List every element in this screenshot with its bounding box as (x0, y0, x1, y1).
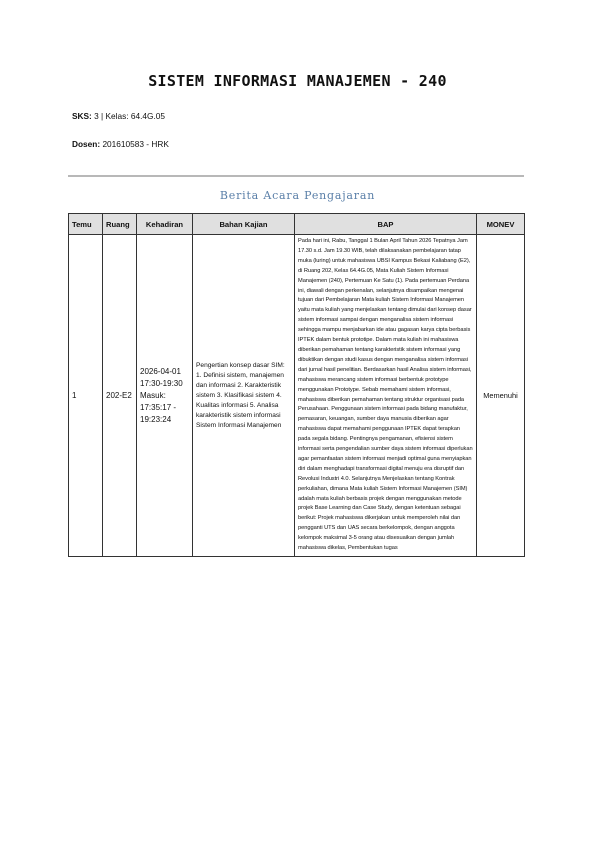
header-ruang: Ruang (103, 214, 137, 235)
table-header-row (69, 214, 525, 235)
header-bap: BAP (295, 214, 477, 235)
cell-temu: 1 (69, 235, 103, 557)
header-temu: Temu (69, 214, 103, 235)
header-kehadiran: Kehadiran (137, 214, 193, 235)
header-bahan-kajian: Bahan Kajian (193, 214, 295, 235)
course-title: SISTEM INFORMASI MANAJEMEN - 240 (148, 72, 447, 90)
divider (68, 175, 524, 177)
sks-line (72, 111, 165, 121)
dosen-label: Dosen: (72, 139, 101, 149)
section-title: Berita Acara Pengajaran (219, 189, 376, 202)
sks-label: SKS: (72, 111, 92, 121)
cell-bahan-kajian: Pengertian konsep dasar SIM: 1. Definisi sistem, manajemen dan informasi 2. Karakteristik sistem 3. Klasifikasi sistem 4. Kualitas informasi 5. Analisa karakteristik sistem informasi Sistem Informasi Manajemen (193, 235, 295, 557)
cell-kehadiran: 2026-04-01 17:30-19:30 Masuk: 17:35:17 - 19:23:24 (137, 235, 193, 557)
dosen-line (72, 139, 169, 149)
sks-value: 3 | Kelas: 64.4G.05 (94, 111, 166, 121)
cell-ruang: 202-E2 (103, 235, 137, 557)
bap-table (68, 213, 525, 557)
cell-bap: Pada hari ini, Rabu, Tanggal 1 Bulan April Tahun 2026 Tepatnya Jam 17.30 s.d. Jam 19.30 WIB, telah dilaksanakan pembelajaran tatap muka (luring) untuk mahasiswa UBSI Kampus Bekasi Kaliabang (E2), di Ruang 202, Kelas 64.4G.05, Mata Kuliah Sistem Informasi Manajemen (240), Pertemuan Ke Satu (1). Pada pertemuan Perdana ini, diawali dengan perkenalan, selanjutnya disampaikan mengenai tujuan dari Pembelajaran Mata kuliah Sistem Informasi Manajemen yaitu mata kuliah yang menjelaskan tentang dimulai dari konsep dasar sistem informasi sampai dengan menganalisa sistem informasi sehingga mampu menjabarkan ide atau gagasan karya cipta berbasis IPTEK dalam bentuk prototipe. Dalam mata kuliah ini mahasiswa diberikan pemahaman tentang karakteristik sistem informasi yang dibuktikan dengan studi kasus dengan menganalisa sistem informasi dari jurnal hasil penelitian. Berdasarkan hasil Analisa sistem informasi, mahasiswa merancang sistem informasi berbentuk prototype menggunakan Prototype. Sebab memahami sistem informasi, mahasiswa diberikan pemahaman tentang struktur organisasi pada Perusahaan. Penggunaan sistem informasi pada bidang manufaktur, pemasaran, keuangan, sumber daya manusia diberikan agar mahasiswa dapat memahami penggunaan IPTEK dapat terapkan pada segala bidang. Pentingnya pengamanan, efisiensi sistem informasi serta pengendalian sumber daya sistem informasi diperlukan agar pemanfaatan sistem informasi menjadi optimal guna menyiapkan diri dalam menghadapi transformasi digital menuju era disruptif dan Revolusi Industri 4.0. Selanjutnya Menjelaskan tentang Kontrak perkuliahan, dimana Mata kuliah Sistem Informasi Manajemen (SIM) adalah mata kuliah berbasis projek dengan menggunakan metode projek Base Learning dan Case Study, dengan ketentuan sebagai berikut: Projek mahasiswa dikerjakan untuk memperoleh nilai dan pengganti UTS dan UAS secara berkelompok, dengan anggota kelompok maksimal 3-5 orang atau disesuaikan dengan jumlah mahasiswa dikelas, Pembentukan tugas (295, 235, 477, 557)
dosen-value: 201610583 - HRK (102, 139, 169, 149)
header-monev: MONEV (477, 214, 525, 235)
cell-monev: Memenuhi (477, 235, 525, 557)
table-row (69, 235, 525, 557)
